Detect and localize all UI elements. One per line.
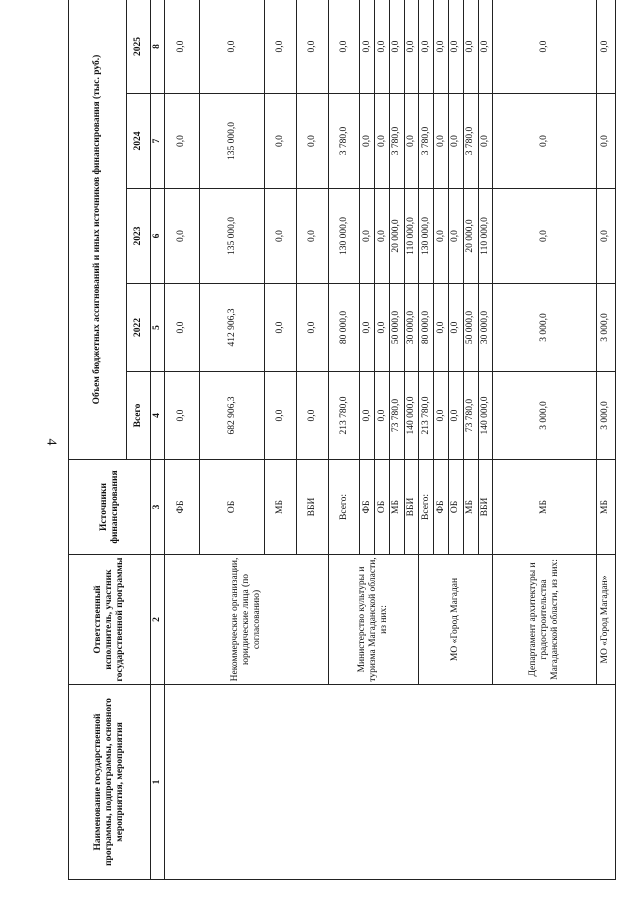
column-number: 5 <box>151 284 165 372</box>
executor-cell: Министерство культуры и туризма Магаданской области, из них: <box>328 555 419 685</box>
value-cell: 0,0 <box>165 189 200 284</box>
value-cell: 0,0 <box>375 0 390 94</box>
document-sheet <box>68 0 638 905</box>
value-cell: 0,0 <box>596 189 615 284</box>
value-cell: 0,0 <box>478 94 493 189</box>
column-number: 3 <box>151 460 165 555</box>
value-cell: 30 000,0 <box>478 284 493 372</box>
source-cell: МБ <box>493 460 597 555</box>
value-cell: 0,0 <box>165 284 200 372</box>
executor-cell: Департамент архитектуры и градостроительства Магаданской области, из них: <box>493 555 597 685</box>
value-cell: 73 780,0 <box>463 372 478 460</box>
executor-cell: Некоммерческие организации, юридические лица (по согласованию) <box>165 555 329 685</box>
value-cell: 0,0 <box>493 94 597 189</box>
value-cell: 80 000,0 <box>419 284 434 372</box>
value-cell: 0,0 <box>375 94 390 189</box>
column-number: 1 <box>151 685 165 880</box>
header-year: 2022 <box>127 284 151 372</box>
value-cell: 0,0 <box>297 94 329 189</box>
source-cell: ОБ <box>449 460 464 555</box>
value-cell: 3 000,0 <box>596 284 615 372</box>
value-cell: 0,0 <box>449 0 464 94</box>
value-cell: 110 000,0 <box>404 189 419 284</box>
value-cell: 213 780,0 <box>419 372 434 460</box>
value-cell: 80 000,0 <box>328 284 360 372</box>
value-cell: 0,0 <box>449 284 464 372</box>
source-cell: Всего: <box>328 460 360 555</box>
column-number: 6 <box>151 189 165 284</box>
source-cell: МБ <box>596 460 615 555</box>
value-cell: 0,0 <box>493 0 597 94</box>
value-cell: 0,0 <box>199 0 264 94</box>
value-cell: 3 000,0 <box>596 372 615 460</box>
source-cell: МБ <box>265 460 297 555</box>
value-cell: 50 000,0 <box>389 284 404 372</box>
value-cell: 20 000,0 <box>389 189 404 284</box>
header-year: 2024 <box>127 94 151 189</box>
value-cell: 0,0 <box>360 94 375 189</box>
source-cell: МБ <box>389 460 404 555</box>
value-cell: 0,0 <box>434 0 449 94</box>
value-cell: 0,0 <box>165 94 200 189</box>
value-cell: 0,0 <box>449 94 464 189</box>
executor-cell: МО «Город Магадан» <box>596 555 615 685</box>
value-cell: 0,0 <box>165 0 200 94</box>
value-cell: 3 780,0 <box>419 94 434 189</box>
header-total: Всего <box>127 372 151 460</box>
value-cell: 0,0 <box>165 372 200 460</box>
value-cell: 0,0 <box>328 0 360 94</box>
value-cell: 0,0 <box>434 94 449 189</box>
source-cell: Всего: <box>419 460 434 555</box>
column-number: 4 <box>151 372 165 460</box>
value-cell: 3 780,0 <box>328 94 360 189</box>
value-cell: 0,0 <box>375 189 390 284</box>
value-cell: 135 000,0 <box>199 94 264 189</box>
value-cell: 0,0 <box>389 0 404 94</box>
value-cell: 110 000,0 <box>478 189 493 284</box>
value-cell: 0,0 <box>478 0 493 94</box>
value-cell: 0,0 <box>419 0 434 94</box>
value-cell: 0,0 <box>265 94 297 189</box>
value-cell: 682 906,3 <box>199 372 264 460</box>
source-cell: ОБ <box>199 460 264 555</box>
header-col1: Наименование государственной программы, подпрограммы, основного мероприятия, мероприятия <box>69 685 151 880</box>
header-volume: Объем бюджетных ассигнований и иных источников финансирования (тыс. руб.) <box>69 0 127 460</box>
header-col3: Источники финансирования <box>69 460 151 555</box>
value-cell: 0,0 <box>404 0 419 94</box>
header-col2: Ответственный исполнитель, участник государственной программы <box>69 555 151 685</box>
value-cell: 130 000,0 <box>328 189 360 284</box>
value-cell: 3 000,0 <box>493 284 597 372</box>
value-cell: 0,0 <box>360 0 375 94</box>
value-cell: 0,0 <box>265 0 297 94</box>
value-cell: 0,0 <box>265 372 297 460</box>
value-cell: 73 780,0 <box>389 372 404 460</box>
source-cell: ФБ <box>165 460 200 555</box>
page-number: 4 <box>43 438 59 446</box>
header-year: 2025 <box>127 0 151 94</box>
value-cell: 0,0 <box>360 372 375 460</box>
column-number: 2 <box>151 555 165 685</box>
value-cell: 213 780,0 <box>328 372 360 460</box>
value-cell: 0,0 <box>449 189 464 284</box>
value-cell: 0,0 <box>297 372 329 460</box>
value-cell: 3 000,0 <box>493 372 597 460</box>
value-cell: 0,0 <box>297 284 329 372</box>
rotated-table-wrapper <box>68 0 628 880</box>
value-cell: 30 000,0 <box>404 284 419 372</box>
program-name-cell <box>165 685 616 880</box>
value-cell: 0,0 <box>434 284 449 372</box>
value-cell: 0,0 <box>297 189 329 284</box>
value-cell: 130 000,0 <box>419 189 434 284</box>
source-cell: ФБ <box>434 460 449 555</box>
financing-table <box>68 0 616 880</box>
column-number: 8 <box>151 0 165 94</box>
source-cell: МБ <box>463 460 478 555</box>
source-cell: ВБИ <box>478 460 493 555</box>
value-cell: 0,0 <box>375 284 390 372</box>
value-cell: 140 000,0 <box>478 372 493 460</box>
value-cell: 0,0 <box>265 189 297 284</box>
source-cell: ОБ <box>375 460 390 555</box>
value-cell: 50 000,0 <box>463 284 478 372</box>
value-cell: 0,0 <box>596 94 615 189</box>
value-cell: 0,0 <box>360 189 375 284</box>
value-cell: 0,0 <box>375 372 390 460</box>
value-cell: 0,0 <box>493 189 597 284</box>
source-cell: ВБИ <box>404 460 419 555</box>
value-cell: 0,0 <box>463 0 478 94</box>
value-cell: 0,0 <box>404 94 419 189</box>
value-cell: 3 780,0 <box>463 94 478 189</box>
value-cell: 135 000,0 <box>199 189 264 284</box>
value-cell: 0,0 <box>449 372 464 460</box>
header-year: 2023 <box>127 189 151 284</box>
value-cell: 412 906,3 <box>199 284 264 372</box>
value-cell: 0,0 <box>360 284 375 372</box>
value-cell: 0,0 <box>596 0 615 94</box>
executor-cell: МО «Город Магадан <box>419 555 493 685</box>
value-cell: 140 000,0 <box>404 372 419 460</box>
value-cell: 0,0 <box>434 189 449 284</box>
source-cell: ФБ <box>360 460 375 555</box>
column-number: 7 <box>151 94 165 189</box>
value-cell: 0,0 <box>265 284 297 372</box>
value-cell: 0,0 <box>297 0 329 94</box>
source-cell: ВБИ <box>297 460 329 555</box>
value-cell: 3 780,0 <box>389 94 404 189</box>
value-cell: 0,0 <box>434 372 449 460</box>
value-cell: 20 000,0 <box>463 189 478 284</box>
